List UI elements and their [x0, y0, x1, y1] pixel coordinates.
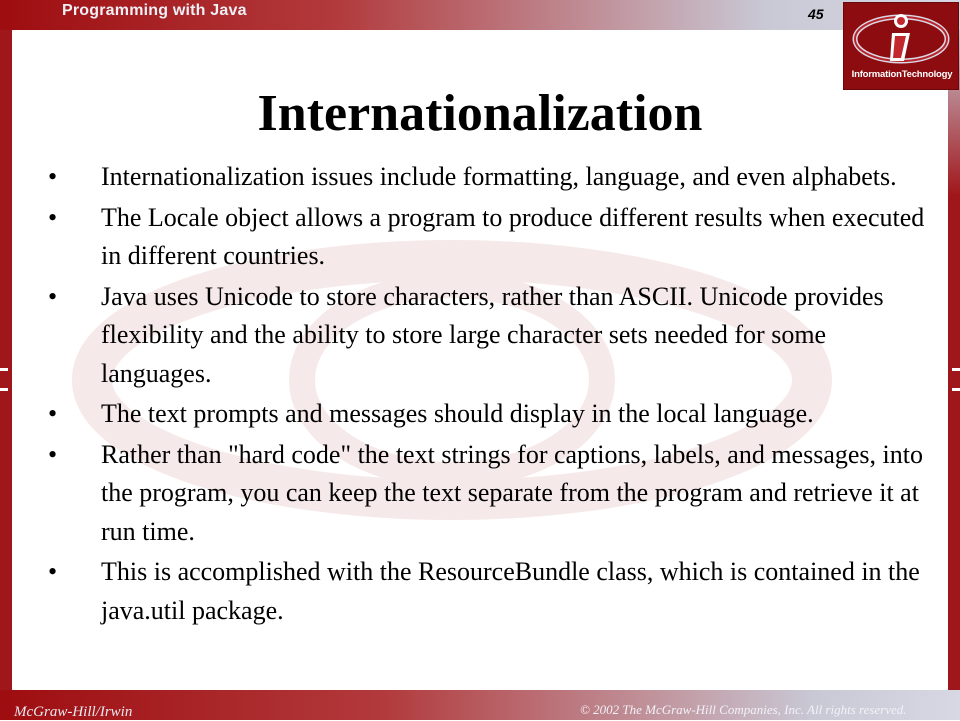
- slide-title: Internationalization: [257, 85, 703, 142]
- bullet-item: [48, 436, 928, 552]
- right-frame-notch: [952, 388, 960, 391]
- bullet-item: [48, 158, 928, 197]
- left-frame-notch: [0, 368, 8, 371]
- bullet-item: [48, 395, 928, 434]
- bullet-icon: •: [48, 202, 58, 232]
- footer-copyright: © 2002 The McGraw-Hill Companies, Inc. All rights reserved.: [580, 702, 907, 717]
- bullet-text: This is accomplished with the ResourceBundle class, which is contained in the java.util package.: [101, 557, 920, 625]
- bullet-icon: •: [48, 162, 58, 191]
- bullet-icon: •: [48, 557, 58, 586]
- slide-number: 45: [808, 6, 824, 22]
- bullet-icon: •: [48, 439, 58, 469]
- logo-text: InformationTechnology: [851, 69, 953, 80]
- right-frame-notch: [952, 368, 960, 371]
- bullet-text: Rather than "hard code" the text strings for captions, labels, and messages, into the program, you can keep the text separate from the program and retrieve it at run time.: [101, 439, 923, 546]
- logo-swoosh-icon: [844, 3, 958, 73]
- bullet-item: [48, 278, 928, 394]
- bullet-icon: •: [48, 281, 58, 311]
- bullet-list: [48, 158, 928, 632]
- bullet-item: [48, 553, 928, 630]
- bullet-text: The text prompts and messages should display in the local language.: [101, 399, 814, 428]
- left-frame-notch: [0, 388, 8, 391]
- course-title: Programming with Java: [62, 2, 247, 19]
- bullet-text: Java uses Unicode to store characters, rather than ASCII. Unicode provides flexibility and the ability to store large character sets needed for some languages.: [101, 281, 884, 388]
- bullet-text: Internationalization issues include formatting, language, and even alphabets.: [101, 162, 897, 191]
- bullet-item: [48, 199, 928, 276]
- bullet-icon: •: [48, 399, 58, 428]
- bullet-text: The Locale object allows a program to produce different results when executed in different countries.: [101, 202, 925, 270]
- footer-publisher: McGraw-Hill/Irwin: [14, 704, 133, 720]
- information-technology-logo: [843, 2, 959, 90]
